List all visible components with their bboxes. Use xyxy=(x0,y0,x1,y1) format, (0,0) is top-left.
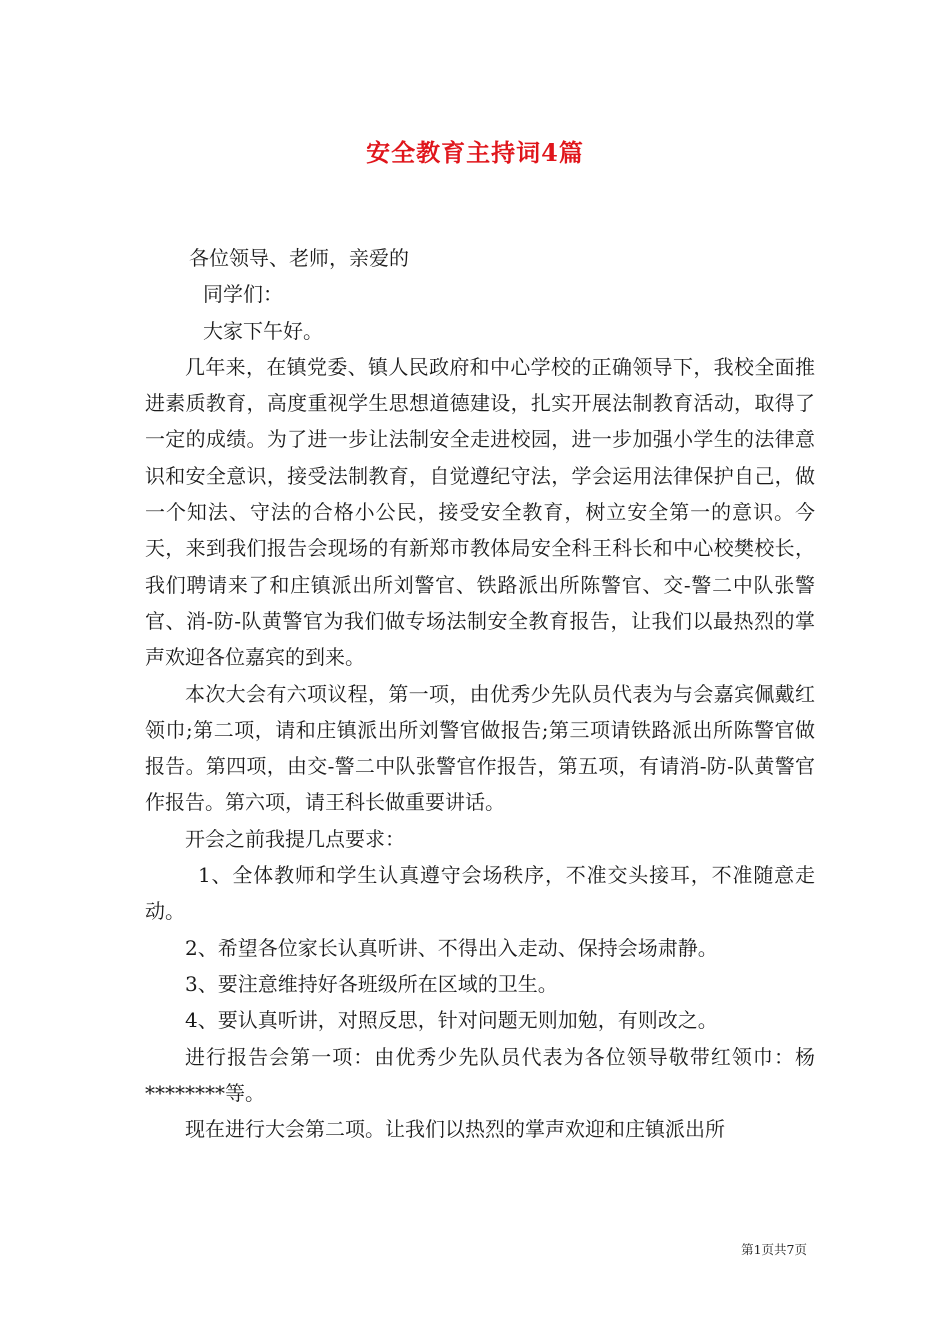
paragraph-requirement-1: 1、全体教师和学生认真遵守会场秩序，不准交头接耳，不准随意走动。 xyxy=(145,863,815,924)
paragraph-agenda: 本次大会有六项议程，第一项，由优秀少先队员代表为与会嘉宾佩戴红领巾;第二项，请和庄镇派出所刘警官做报告;第三项请铁路派出所陈警官做报告。第四项，由交-警二中队张警官作报告，第五项，有请消-防-队黄警官作报告。第六项，请王科长做重要讲话。 xyxy=(145,681,815,815)
document-body xyxy=(145,240,815,1147)
paragraph-item-two: 现在进行大会第二项。让我们以热烈的掌声欢迎和庄镇派出所 xyxy=(185,1117,725,1142)
paragraph-greeting: 大家下午好。 xyxy=(203,318,323,343)
paragraph-requirement-2: 2、希望各位家长认真听讲、不得出入走动、保持会场肃静。 xyxy=(185,935,718,960)
paragraph-salutation-cont: 同学们： xyxy=(203,282,283,307)
page-number-footer: 第1页共7页 xyxy=(741,1242,807,1257)
paragraph-item-one: 进行报告会第一项：由优秀少先队员代表为各位领导敬带红领巾：杨********等。 xyxy=(145,1044,815,1105)
paragraph-requirement-4: 4、要认真听讲，对照反思，针对问题无则加勉，有则改之。 xyxy=(185,1008,718,1033)
paragraph-intro: 几年来，在镇党委、镇人民政府和中心学校的正确领导下，我校全面推进素质教育，高度重视学生思想道德建设，扎实开展法制教育活动，取得了一定的成绩。为了进一步让法制安全走进校园，进一步加强小学生的法律意识和安全意识，接受法制教育，自觉遵纪守法，学会运用法律保护自己，做一个知法、守法的合格小公民，接受安全教育，树立安全第一的意识。今天，来到我们报告会现场的有新郑市教体局安全科王科长和中心校樊校长，我们聘请来了和庄镇派出所刘警官、铁路派出所陈警官、交-警二中队张警官、消-防-队黄警官为我们做专场法制安全教育报告，让我们以最热烈的掌声欢迎各位嘉宾的到来。 xyxy=(145,354,815,670)
document-title: 安全教育主持词4篇 xyxy=(366,138,584,167)
paragraph-requirement-3: 3、要注意维持好各班级所在区域的卫生。 xyxy=(185,971,558,996)
paragraph-requirements-heading: 开会之前我提几点要求： xyxy=(185,826,405,851)
paragraph-salutation: 各位领导、老师，亲爱的 xyxy=(189,246,409,270)
